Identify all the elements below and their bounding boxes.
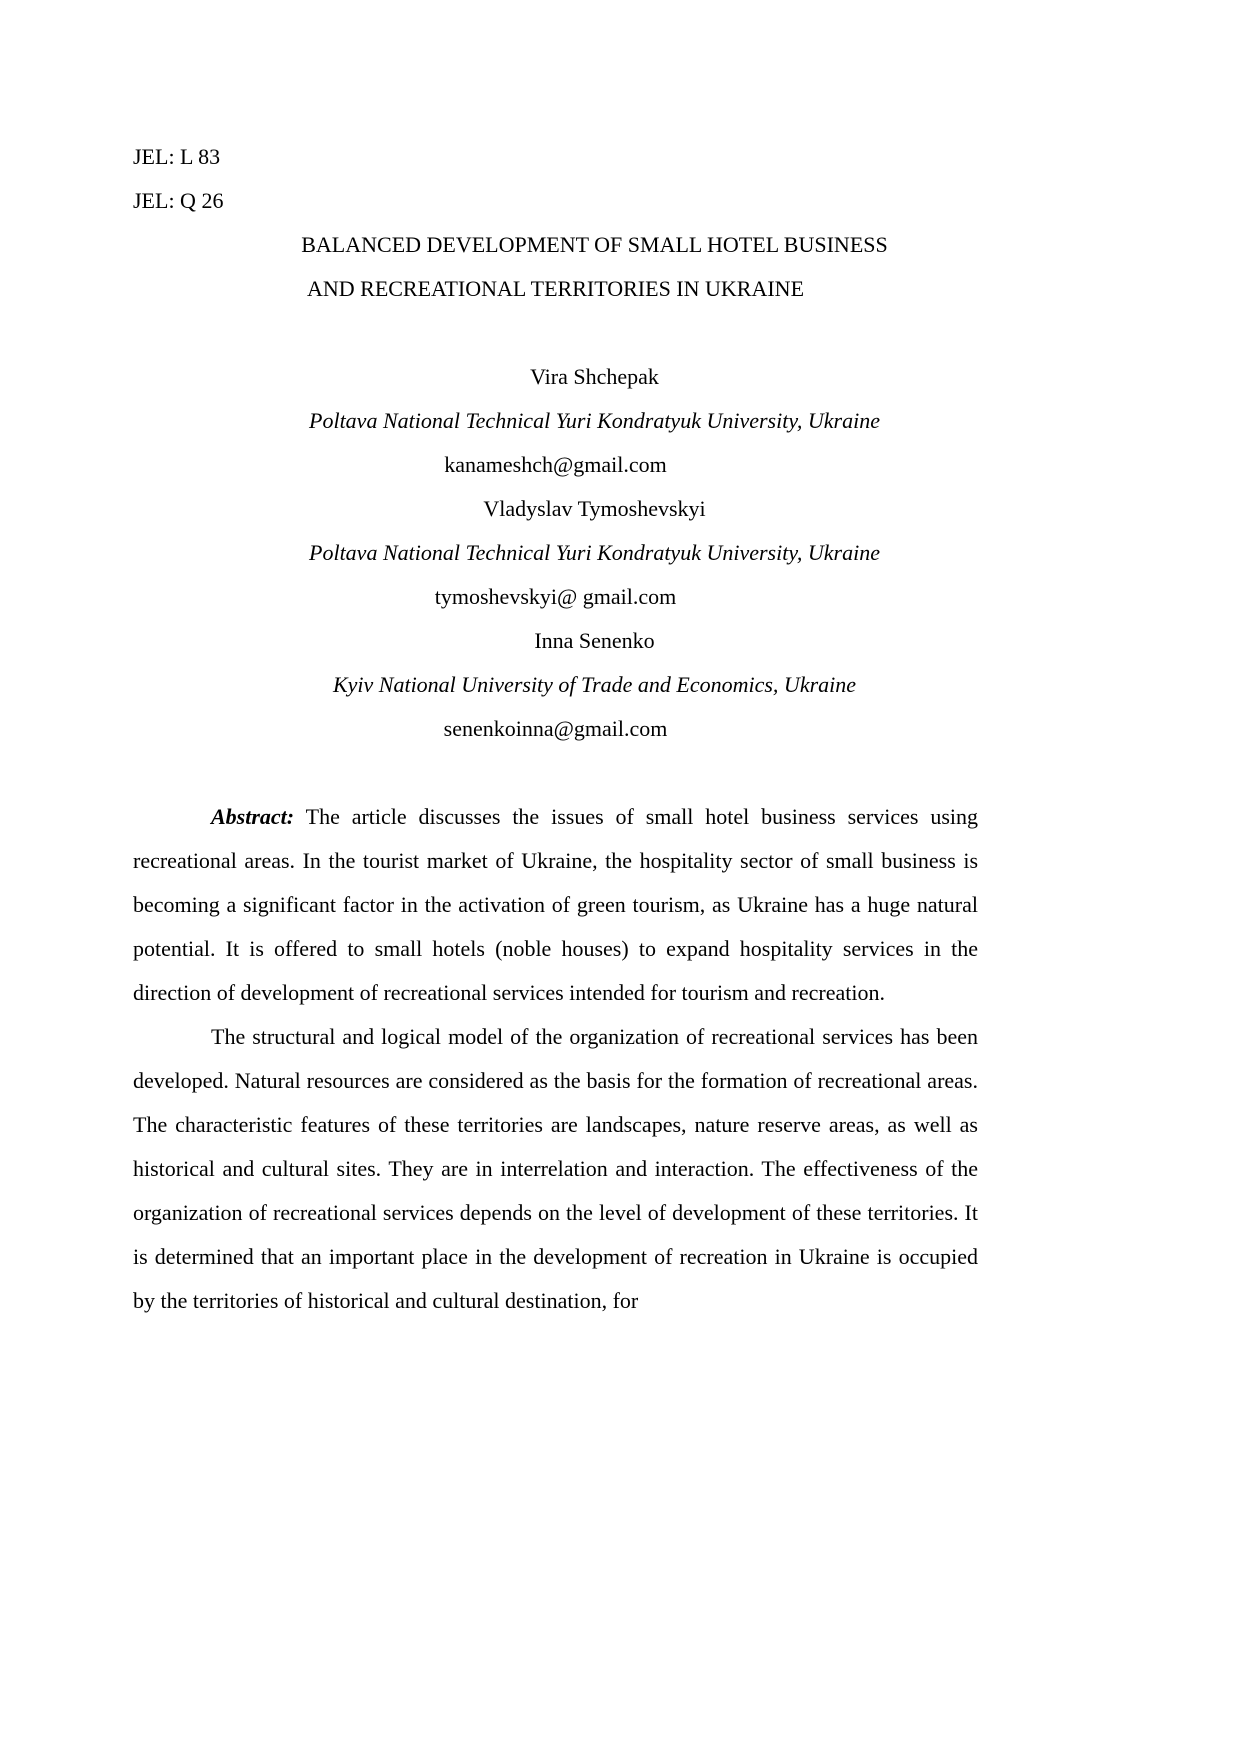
paper-title [133, 223, 978, 311]
paper-title-line-1: BALANCED DEVELOPMENT OF SMALL HOTEL BUSINESS [301, 232, 888, 257]
paper-title-line-2: AND RECREATIONAL TERRITORIES IN UKRAINE [306, 276, 805, 301]
author-block [133, 619, 978, 751]
abstract-text: The article discusses the issues of small hotel business services using recreational areas. In the tourist market of Ukraine, the hospitality sector of small business is becoming a significant factor in the activation of green tourism, as Ukraine has a huge natural potential. It is offered to small hotels (noble houses) to expand hospitality services in the direction of development of recreational services intended for tourism and recreation. [133, 804, 979, 1005]
author-email: senenkoinna@gmail.com [443, 716, 668, 741]
author-name: Vira Shchepak [530, 364, 659, 389]
author-name: Vladyslav Tymoshevskyi [483, 496, 706, 521]
body-paragraph: The structural and logical model of the organization of recreational services has been developed. Natural resources are considered as the basis for the formation of recreational areas. The characteristic features of these territories are landscapes, nature reserve areas, as well as historical and cultural sites. They are in interrelation and interaction. The effectiveness of the organization of recreational services depends on the level of development of these territories. It is determined that an important place in the development of recreation in Ukraine is occupied by the territories of historical and cultural destination, for [133, 1024, 978, 1313]
author-block [133, 487, 978, 619]
jel-code-line-1: JEL: L 83 [133, 144, 221, 169]
author-affiliation: Poltava National Technical Yuri Kondratyuk University, Ukraine [309, 540, 880, 565]
author-email: kanameshch@gmail.com [444, 452, 667, 477]
author-affiliation: Poltava National Technical Yuri Kondratyuk University, Ukraine [309, 408, 880, 433]
author-block [133, 355, 978, 487]
abstract-label: Abstract: [211, 804, 295, 829]
author-name: Inna Senenko [534, 628, 655, 653]
jel-code-line-2: JEL: Q 26 [133, 188, 224, 213]
abstract-paragraph [133, 795, 978, 1015]
author-email: tymoshevskyi@ gmail.com [434, 584, 677, 609]
author-affiliation: Kyiv National University of Trade and Economics, Ukraine [332, 672, 857, 697]
